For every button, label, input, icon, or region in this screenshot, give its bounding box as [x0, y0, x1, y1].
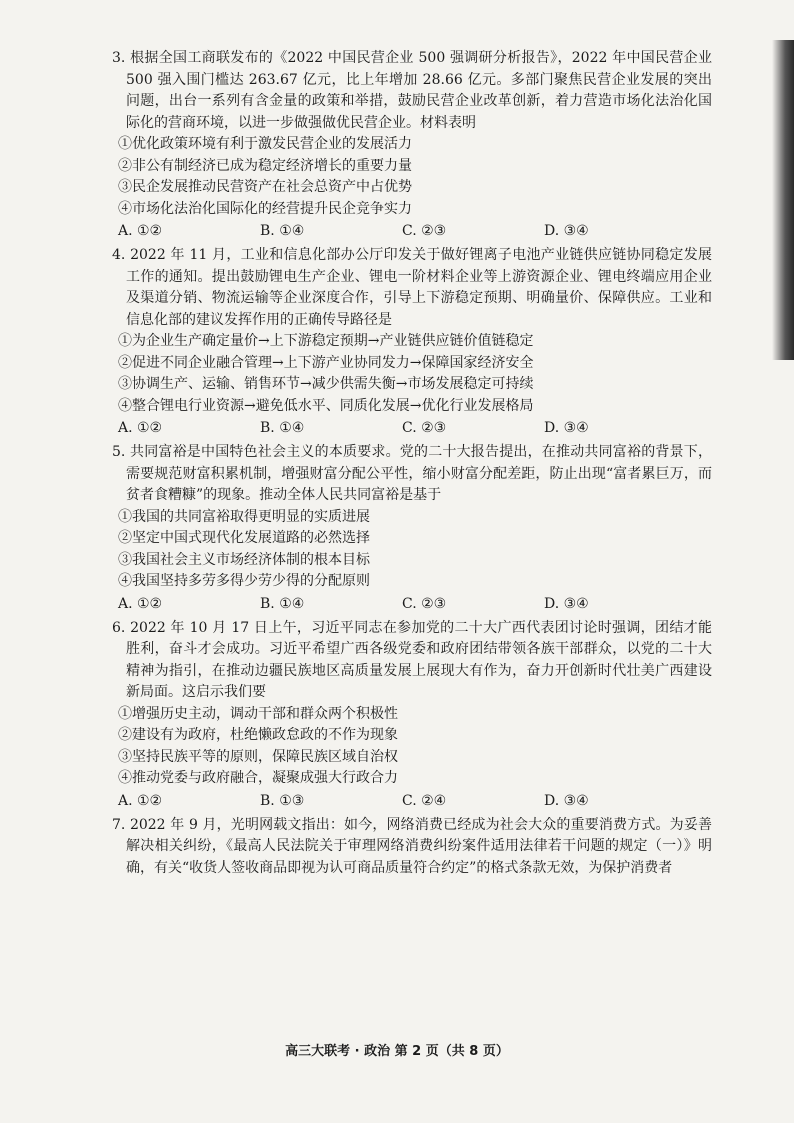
question-stem: 3. 根据全国工商联发布的《2022 中国民营企业 500 强调研分析报告》，2022 年中国民营企业 500 强入围门槛达 263.67 亿元，比上年增加 28.66 亿元。多部门聚焦民营企业发展的突出问题，出台一系列有含金量的政策和举措，鼓励民营企业改革创新，着力营造市场化法治化国际化的营商环境，以进一步做强做优民营企业。材料表明 — [112, 50, 712, 131]
statement: ②坚定中国式现代化发展道路的必然选择 — [118, 530, 370, 546]
question-7 — [112, 815, 712, 880]
question-6 — [112, 618, 712, 813]
question-stem: 6. 2022 年 10 月 17 日上午，习近平同志在参加党的二十大广西代表团讨论时强调，团结才能胜利，奋斗才会成功。习近平希望广西各级党委和政府团结带领各族干部群众，以党的二十大精神为指引，在推动边疆民族地区高质量发展上展现大有作为，奋力开创新时代壮美广西建设新局面。这启示我们要 — [112, 619, 712, 700]
statement: ④市场化法治化国际化的经营提升民企竞争实力 — [118, 200, 412, 217]
answer-choices — [112, 417, 712, 440]
statement: ①为企业生产确定量价→上下游稳定预期→产业链供应链价值链稳定 — [118, 333, 534, 349]
question-3 — [112, 48, 712, 243]
choice-option[interactable]: D. ③④ — [544, 595, 589, 612]
statement: ②非公有制经济已成为稳定经济增长的重要力量 — [118, 157, 412, 174]
question-5 — [112, 442, 712, 616]
choice-option[interactable]: C. ②③ — [402, 420, 447, 436]
page-edge-shadow — [772, 40, 794, 360]
choice-option[interactable]: D. ③④ — [544, 792, 589, 809]
answer-choices — [112, 593, 712, 616]
statement: ①增强历史主动，调动干部和群众两个积极性 — [118, 705, 398, 722]
statement: ④我国坚持多劳多得少劳少得的分配原则 — [118, 573, 370, 589]
statement: ③坚持民族平等的原则，保障民族区域自治权 — [118, 748, 398, 765]
statement: ③协调生产、运输、销售环节→减少供需失衡→市场发展稳定可持续 — [118, 376, 534, 392]
answer-choices — [112, 220, 712, 243]
choice-option[interactable]: C. ②③ — [402, 223, 447, 239]
statement: ④整合锂电行业资源→避免低水平、同质化发展→优化行业发展格局 — [118, 397, 534, 414]
statement: ①优化政策环境有利于激发民营企业的发展活力 — [118, 136, 412, 152]
choice-option[interactable]: C. ②③ — [402, 595, 447, 612]
choice-option[interactable]: A. ①② — [118, 420, 163, 436]
choice-option[interactable]: B. ①③ — [260, 792, 305, 809]
choice-option[interactable]: D. ③④ — [544, 420, 589, 436]
choice-option[interactable]: B. ①④ — [260, 420, 305, 436]
choice-option[interactable]: A. ①② — [118, 595, 163, 612]
question-stem: 4. 2022 年 11 月，工业和信息化部办公厅印发关于做好锂离子电池产业链供应链协同稳定发展工作的通知。提出鼓励锂电生产企业、锂电一阶材料企业等上游资源企业、锂电终端应用企业及渠道分销、物流运输等企业深度合作，引导上下游稳定预期、明确量价、保障供应。工业和信息化部的建议发挥作用的正确传导路径是 — [112, 247, 712, 328]
choice-option[interactable]: C. ②④ — [402, 792, 447, 809]
page-footer: 高三大联考 · 政治 第 2 页（共 8 页） — [285, 1044, 509, 1059]
question-4 — [112, 245, 712, 440]
choice-option[interactable]: B. ①④ — [260, 223, 305, 239]
statement: ②促进不同企业融合管理→上下游产业协同发力→保障国家经济安全 — [118, 354, 534, 371]
statement: ④推动党委与政府融合，凝聚成强大行政合力 — [118, 770, 398, 786]
choice-option[interactable]: A. ①② — [118, 792, 163, 809]
question-stem: 5. 共同富裕是中国特色社会主义的本质要求。党的二十大报告提出，在推动共同富裕的背景下，需要规范财富积累机制，增强财富分配公平性，缩小财富分配差距，防止出现“富者累巨万，而贫者食糟糠”的现象。推动全体人民共同富裕是基于 — [112, 444, 712, 503]
statement: ①我国的共同富裕取得更明显的实质进展 — [118, 508, 370, 525]
statement: ③民企发展推动民营资产在社会总资产中占优势 — [118, 179, 412, 195]
choice-option[interactable]: D. ③④ — [544, 223, 589, 239]
statement: ③我国社会主义市场经济体制的根本目标 — [118, 551, 370, 568]
choice-option[interactable]: B. ①④ — [260, 595, 305, 612]
answer-choices — [112, 790, 712, 813]
statement: ②建设有为政府，杜绝懒政怠政的不作为现象 — [118, 727, 398, 743]
choice-option[interactable]: A. ①② — [118, 223, 163, 239]
question-list — [112, 48, 712, 881]
question-stem: 7. 2022 年 9 月，光明网载文指出：如今，网络消费已经成为社会大众的重要消费方式。为妥善解决相关纠纷，《最高人民法院关于审理网络消费纠纷案件适用法律若干问题的规定（一）》明确，有关“收货人签收商品即视为认可商品质量符合约定”的格式条款无效，为保护消费者 — [112, 816, 712, 876]
